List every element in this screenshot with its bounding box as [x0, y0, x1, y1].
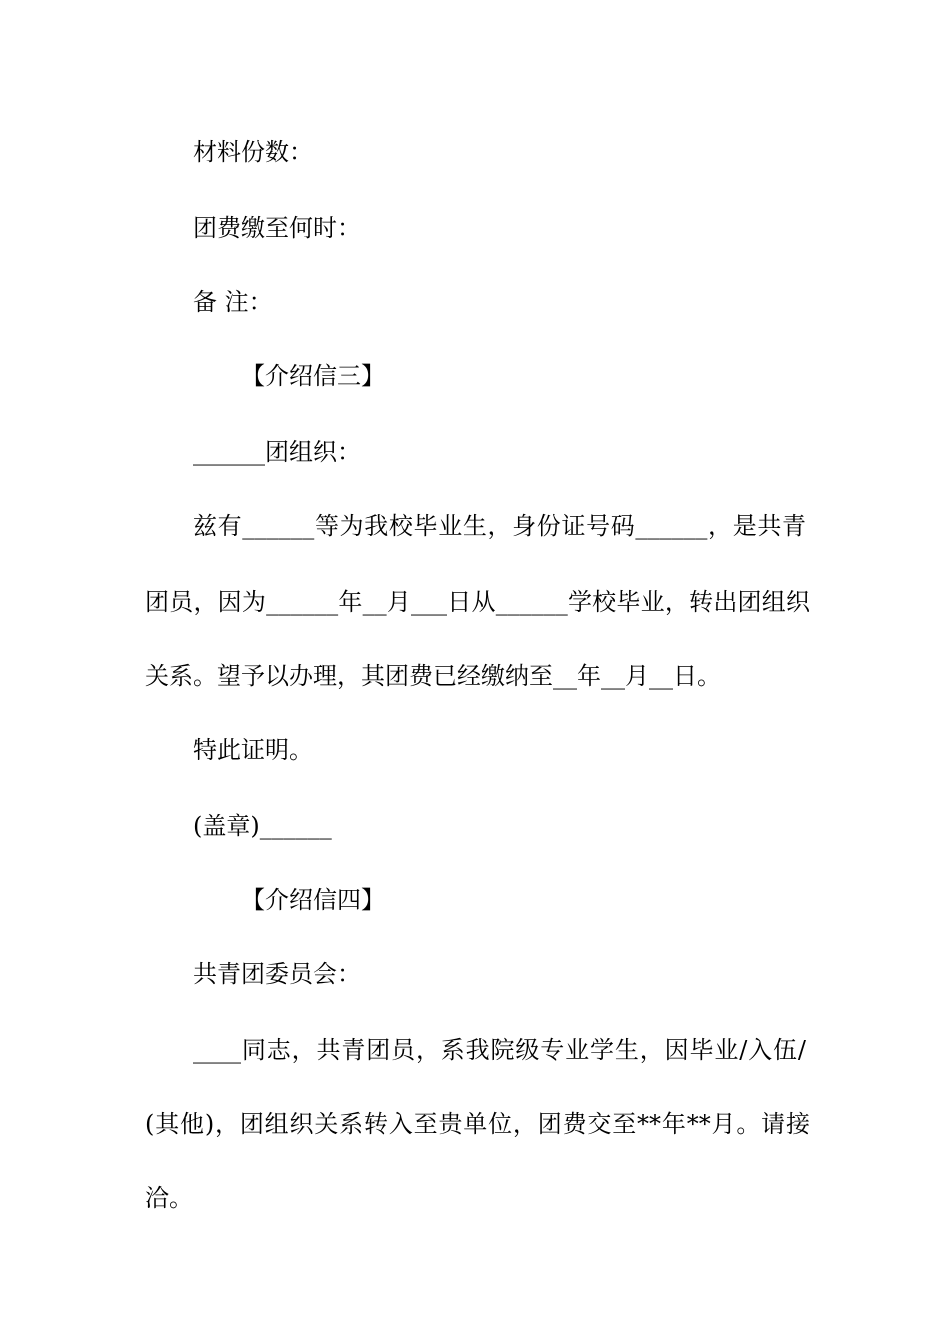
- letter-four-body-line-2: (其他)，团组织关系转入至贵单位，团费交至**年**月。请接: [145, 1110, 810, 1138]
- field-material-count: 材料份数：: [193, 138, 313, 166]
- letter-three-closing: 特此证明。: [193, 736, 313, 764]
- letter-four-body-line-1: ____同志，共青团员，系我院级专业学生，因毕业/入伍/: [193, 1036, 806, 1064]
- letter-three-body-line-2: 团员，因为______年__月___日从______学校毕业，转出团组织: [145, 588, 810, 616]
- field-fee-paid-until: 团费缴至何时：: [193, 214, 361, 242]
- letter-four-salutation: 共青团委员会：: [193, 960, 361, 988]
- section-heading-letter-three: 【介绍信三】: [241, 362, 385, 390]
- letter-three-seal: (盖章)______: [193, 812, 332, 840]
- field-remarks: 备 注：: [193, 288, 273, 316]
- letter-three-salutation: ______团组织：: [193, 438, 361, 466]
- letter-four-body-line-3: 洽。: [145, 1184, 193, 1212]
- letter-three-body-line-3: 关系。望予以办理，其团费已经缴纳至__年__月__日。: [145, 662, 721, 690]
- section-heading-letter-four: 【介绍信四】: [241, 886, 385, 914]
- letter-three-body-line-1: 兹有______等为我校毕业生，身份证号码______，是共青: [193, 512, 806, 540]
